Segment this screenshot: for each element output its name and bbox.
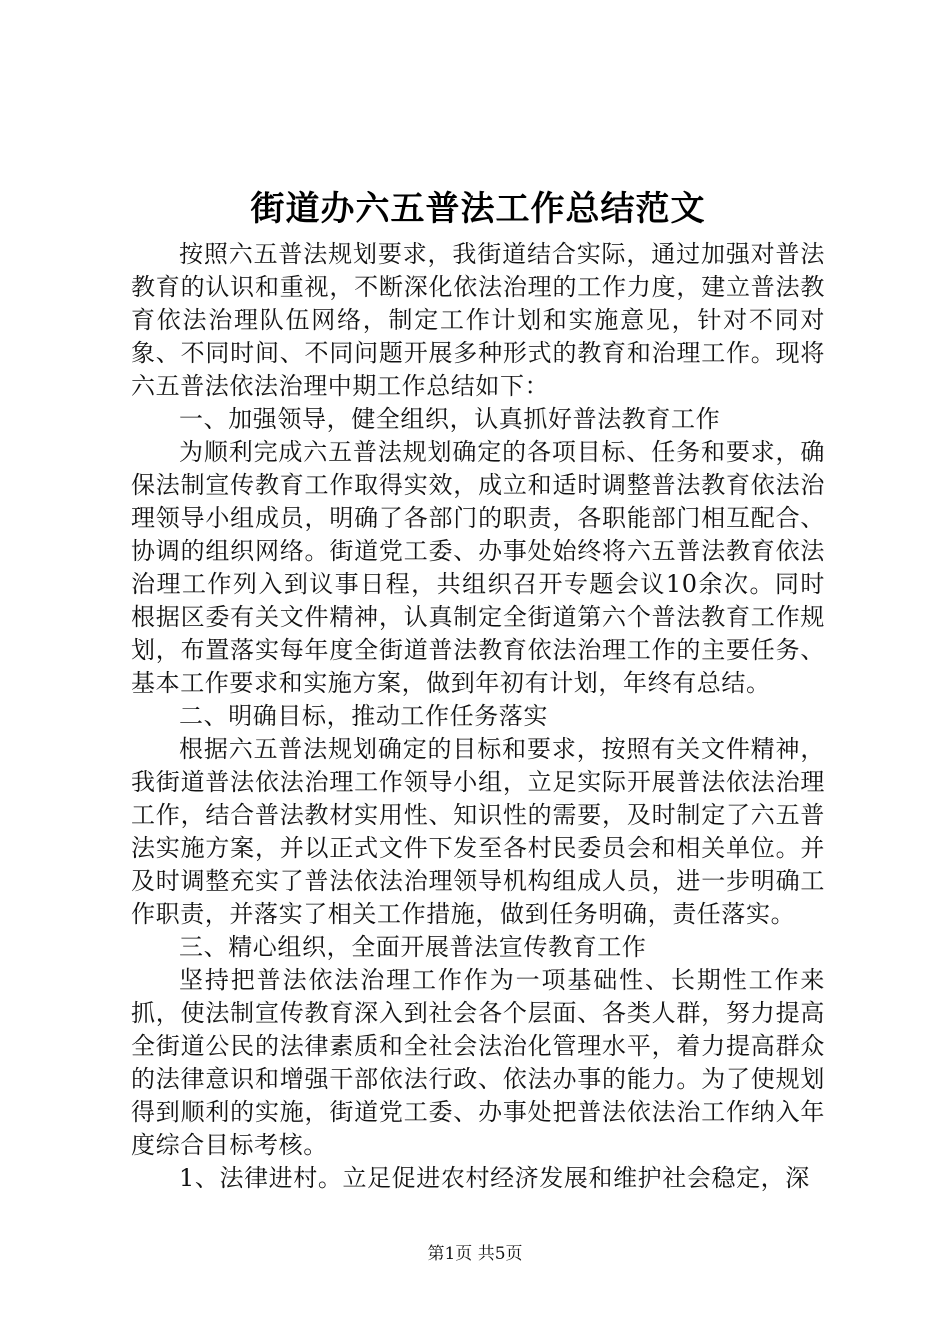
- section-heading: 一、加强领导，健全组织，认真抓好普法教育工作: [179, 405, 721, 433]
- document-body: [131, 238, 825, 1195]
- section-heading: 三、精心组织，全面开展普法宣传教育工作: [179, 933, 647, 961]
- document-title: 街道办六五普法工作总结范文: [250, 189, 706, 229]
- body-paragraph: 为顺利完成六五普法规划确定的各项目标、任务和要求，确保法制宣传教育工作取得实效，成立和适时调整普法教育依法治理领导小组成员，明确了各部门的职责，各职能部门相互配合、协调的组织网络。街道党工委、办事处始终将六五普法教育依法治理工作列入到议事日程，共组织召开专题会议10余次。同时根据区委有关文件精神，认真制定全街道第六个普法教育工作规划，布置落实每年度全街道普法教育依法治理工作的主要任务、基本工作要求和实施方案，做到年初有计划，年终有总结。: [131, 438, 825, 697]
- body-paragraph: 根据六五普法规划确定的目标和要求，按照有关文件精神，我街道普法依法治理工作领导小组，立足实际开展普法依法治理工作，结合普法教材实用性、知识性的需要，及时制定了六五普法实施方案，并以正式文件下发至各村民委员会和相关单位。并及时调整充实了普法依法治理领导机构组成人员，进一步明确工作职责，并落实了相关工作措施，做到任务明确，责任落实。: [131, 735, 825, 928]
- body-paragraph: 1、法律进村。立足促进农村经济发展和维护社会稳定，深: [179, 1164, 810, 1192]
- page-number-footer: 第1页 共5页: [427, 1244, 523, 1264]
- section-heading: 二、明确目标，推动工作任务落实: [179, 702, 548, 730]
- body-paragraph: 坚持把普法依法治理工作作为一项基础性、长期性工作来抓，使法制宣传教育深入到社会各个层面、各类人群，努力提高全街道公民的法律素质和全社会法治化管理水平，着力提高群众的法律意识和增强干部依法行政、依法办事的能力。为了使规划得到顺利的实施，街道党工委、办事处把普法依法治工作纳入年度综合目标考核。: [131, 966, 825, 1159]
- body-paragraph: 按照六五普法规划要求，我街道结合实际，通过加强对普法教育的认识和重视，不断深化依法治理的工作力度，建立普法教育依法治理队伍网络，制定工作计划和实施意见，针对不同对象、不同时间、不同问题开展多种形式的教育和治理工作。现将六五普法依法治理中期工作总结如下：: [131, 240, 825, 400]
